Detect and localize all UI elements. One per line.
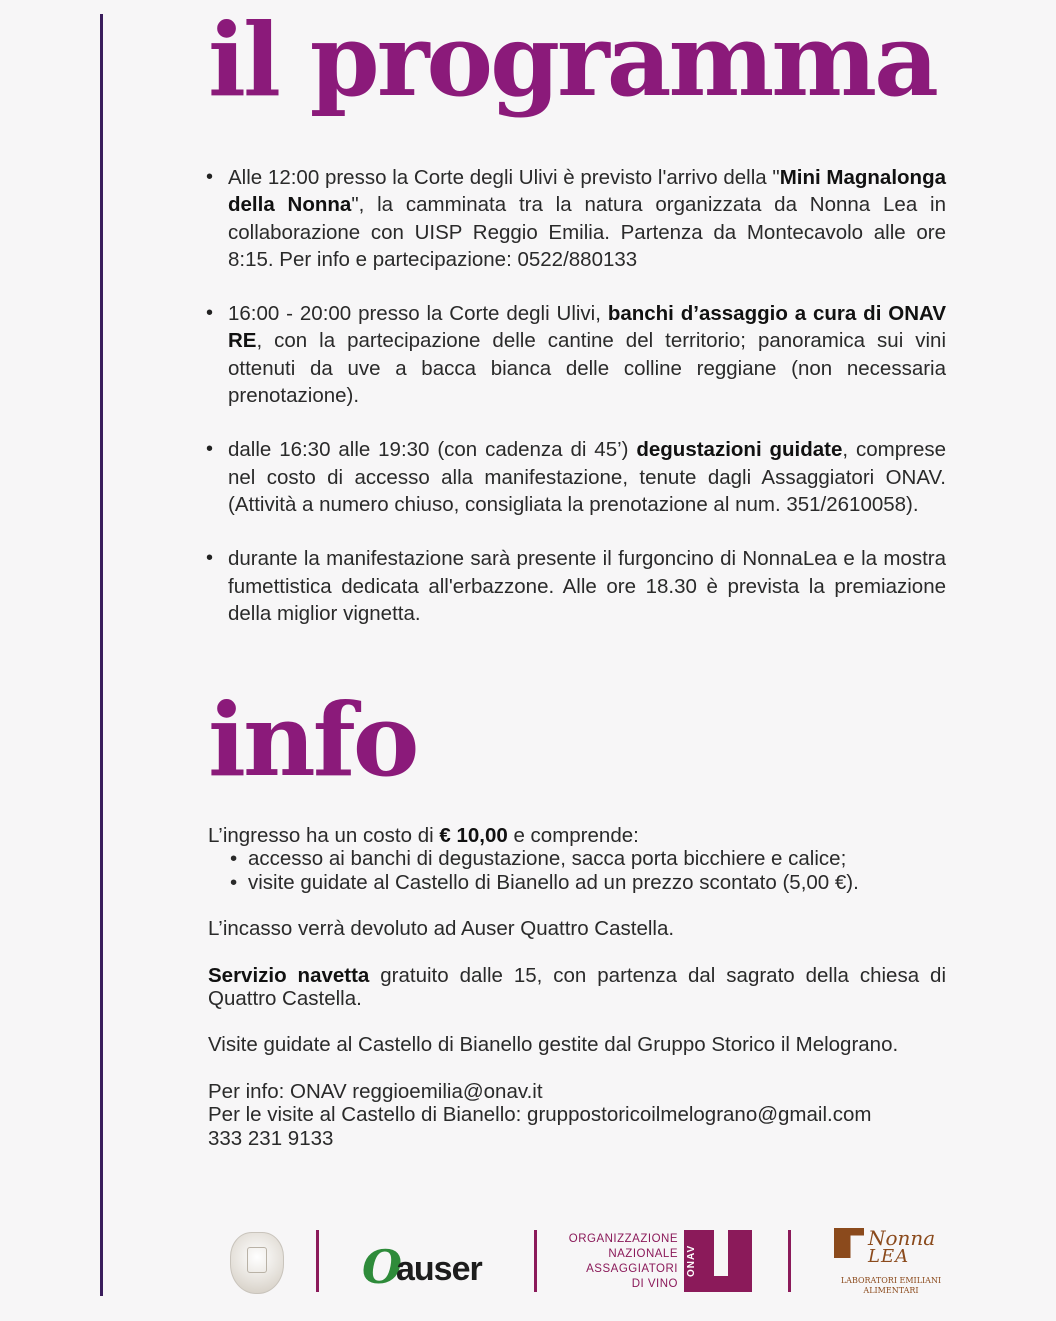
vertical-divider-line <box>100 14 103 1296</box>
onav-logo-icon: ONAV <box>684 1230 752 1292</box>
includes-item: • visite guidate al Castello di Bianello ad un prezzo scontato (5,00 €). <box>230 871 946 894</box>
info-section <box>208 824 946 1150</box>
logo-separator <box>534 1230 537 1292</box>
section-title-info: info <box>208 681 417 799</box>
price-paragraph: L’ingresso ha un costo di € 10,00 e comprende: <box>208 824 639 847</box>
program-item: • durante la manifestazione sarà presente il furgoncino di NonnaLea e la mostra fumettistica dedicata all'erbazzone. Alle ore 18.30 è prevista la premiazione della miglior vignetta. <box>206 545 946 627</box>
sponsor-logos <box>220 1218 960 1298</box>
logo-separator <box>788 1230 791 1292</box>
tours-text: Visite guidate al Castello di Bianello gestite dal Gruppo Storico il Melograno. <box>208 1033 899 1057</box>
onav-wordmark: ORGANIZZAZIONE NAZIONALE ASSAGGIATORI DI VINO <box>568 1233 678 1290</box>
shuttle-paragraph: Servizio navetta gratuito dalle 15, con partenza dal sagrato della chiesa di Quattro Castella. <box>208 963 947 1011</box>
program-item: • dalle 16:30 alle 19:30 (con cadenza di 45’) degustazioni guidate, comprese nel costo di accesso alla manifestazione, tenute dagli Assaggiatori ONAV. (Attività a numero chiuso, consigliata la prenotazione al num. 351/2610058). <box>206 436 946 518</box>
proceeds-text: L’incasso verrà devoluto ad Auser Quattro Castella. <box>208 917 675 941</box>
section-title-programma: il programma <box>208 1 936 119</box>
contact-phone: 333 231 9133 <box>208 1126 334 1150</box>
nonna-lea-mark-icon <box>834 1228 864 1258</box>
auser-logo <box>358 1236 508 1292</box>
includes-item: • accesso ai banchi di degustazione, sacca porta bicchiere e calice; <box>230 847 946 870</box>
program-list <box>206 164 946 654</box>
contact-castle: Per le visite al Castello di Bianello: gruppostoricoilmelograno@gmail.com <box>208 1103 872 1127</box>
program-item: • 16:00 - 20:00 presso la Corte degli Ulivi, banchi d’assaggio a cura di ONAV RE, con la partecipazione delle cantine del territorio; panoramica sui vini ottenuti da uve a bacca bianca delle colline reggiane (non necessaria prenotazione). <box>206 300 946 409</box>
auser-swoosh-icon: O <box>362 1240 403 1294</box>
includes-list <box>208 847 946 894</box>
nonna-lea-logo: Nonna LEA LABORATORI EMILIANI ALIMENTARI <box>832 1226 952 1298</box>
contact-onav: Per info: ONAV reggioemilia@onav.it <box>208 1079 543 1103</box>
auser-wordmark: auser <box>396 1250 482 1288</box>
program-item: • Alle 12:00 presso la Corte degli Ulivi è previsto l'arrivo della "Mini Magnalonga della Nonna", la camminata tra la natura organizzata da Nonna Lea in collaborazione con UISP Reggio Emilia. Partenza da Montecavolo alle ore 8:15. Per info e partecipazione: 0522/880133 <box>206 164 946 273</box>
logo-separator <box>316 1230 319 1292</box>
comune-crest-icon <box>230 1232 284 1294</box>
